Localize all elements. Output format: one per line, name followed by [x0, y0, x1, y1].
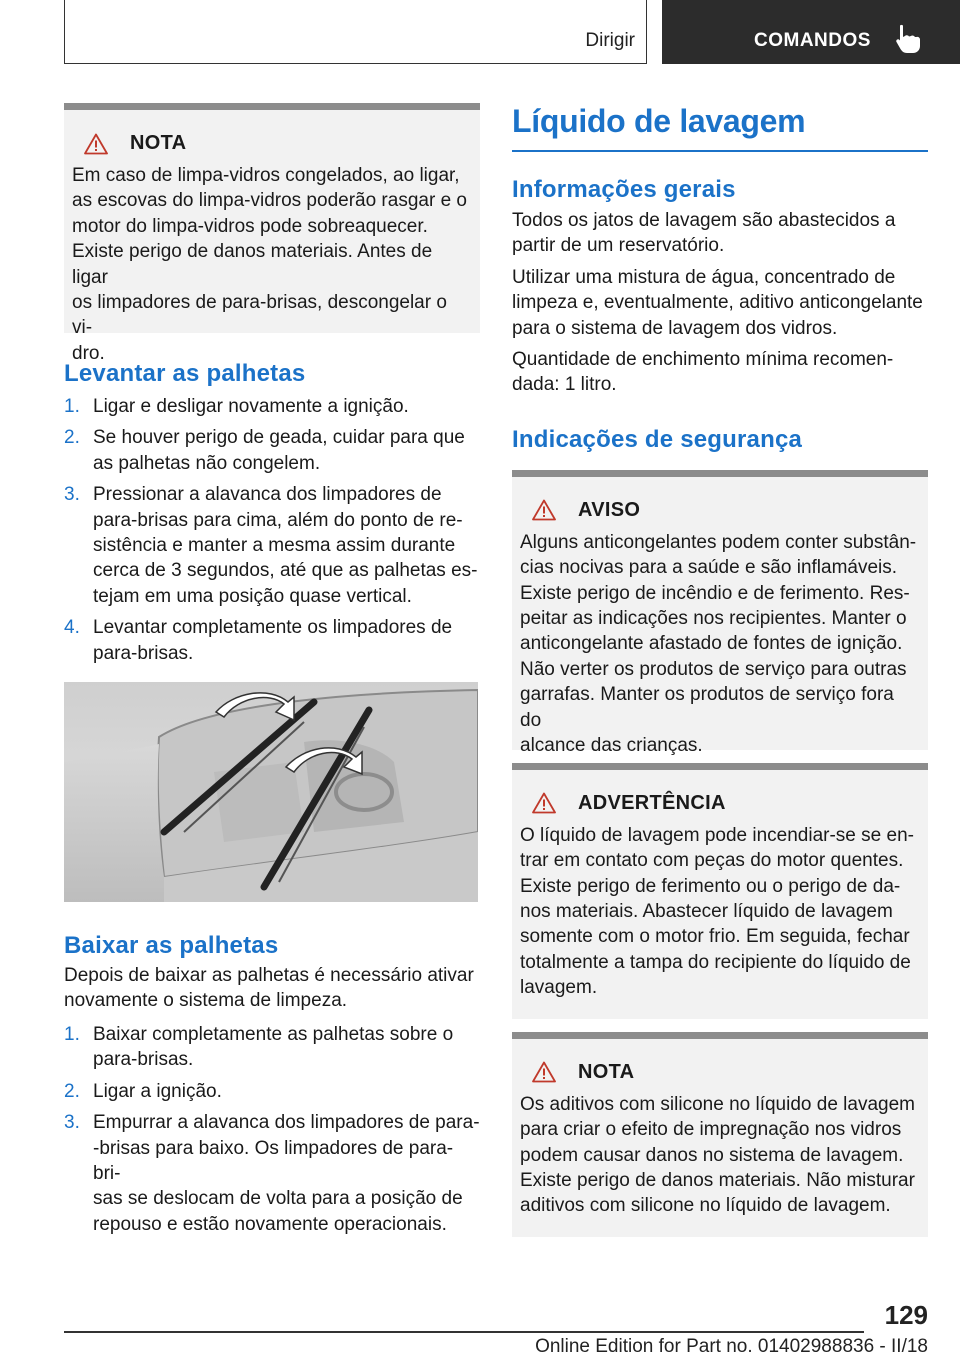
warning-triangle-icon	[84, 133, 108, 155]
notice-line: somente com o motor frio. Em seguida, fechar	[520, 926, 910, 948]
notice-line: peitar as indicações nos recipientes. Manter o	[520, 608, 907, 630]
section-title-lower: Baixar as palhetas	[64, 932, 279, 960]
footer-divider	[64, 1331, 864, 1333]
notice-line: Existe perigo de danos materiais. Não misturar	[520, 1170, 915, 1192]
header-chapter-label: COMANDOS	[754, 30, 871, 51]
notice-line: anticongelante afastado de fontes de ignição.	[520, 633, 903, 655]
text-line: dada: 1 litro.	[512, 374, 617, 396]
text-line: Todos os jatos de lavagem são abastecidos a	[512, 210, 896, 231]
list-item	[64, 394, 480, 419]
notice-line: dro.	[72, 342, 105, 364]
notice-line: aditivos com silicone no líquido de lavagem.	[520, 1195, 891, 1217]
step-text: Levantar completamente os limpadores de	[93, 617, 453, 639]
notice-title: ADVERTÊNCIA	[578, 791, 726, 814]
step-text: sas se deslocam de volta para a posição de	[93, 1188, 463, 1210]
text-line: novamente o sistema de limpeza.	[64, 990, 348, 1012]
header-box	[64, 0, 647, 64]
step-text: Pressionar a alavanca dos limpadores de	[93, 484, 442, 506]
notice-line: garrafas. Manter os produtos de serviço fora do	[520, 684, 894, 731]
warning-triangle-icon	[532, 499, 556, 521]
notice-line: totalmente a tampa do recipiente do líquido de	[520, 951, 911, 973]
step-text: Baixar completamente as palhetas sobre o	[93, 1023, 454, 1045]
header-chapter-tab	[662, 0, 960, 64]
notice-line: cias nocivas para a saúde e são inflamáveis.	[520, 557, 898, 579]
step-number: 3.	[64, 484, 80, 506]
left-column	[64, 103, 480, 1243]
list-item	[64, 615, 480, 666]
steps-list-raise	[64, 394, 480, 666]
pointing-hand-icon	[894, 24, 922, 54]
paragraph	[512, 265, 928, 341]
paragraph	[512, 208, 928, 259]
notice-line: Existe perigo de danos materiais. Antes de ligar	[72, 241, 433, 288]
right-column	[512, 103, 928, 1237]
footer-edition: Online Edition for Part no. 01402988836 - II/18	[535, 1336, 928, 1357]
step-text: para-brisas.	[93, 1049, 194, 1071]
notice-line: os limpadores de para-brisas, descongelar o vi‐	[72, 292, 447, 339]
list-item	[64, 425, 480, 476]
step-number: 1.	[64, 396, 80, 417]
text-line: Depois de baixar as palhetas é necessário ativar	[64, 965, 474, 987]
header-section-label: Dirigir	[585, 30, 635, 51]
notice-line: Não verter os produtos de serviço para outras	[520, 658, 907, 680]
notice-line: Alguns anticongelantes podem conter substân‐	[520, 531, 917, 553]
step-number: 4.	[64, 617, 80, 639]
step-number: 2.	[64, 427, 80, 449]
step-number: 2.	[64, 1080, 80, 1102]
text-line: Quantidade de enchimento mínima recomen‐	[512, 349, 894, 371]
notice-line: Em caso de limpa-vidros congelados, ao ligar,	[72, 165, 460, 186]
step-text: tejam em uma posição quase vertical.	[93, 585, 412, 607]
section-title-safety: Indicações de segurança	[512, 425, 803, 453]
notice-box-nota	[64, 103, 480, 364]
text-line: partir de um reservatório.	[512, 235, 725, 257]
step-text: para-brisas para cima, além do ponto de re‐	[93, 509, 463, 531]
notice-line: motor do limpa-vidros pode sobreaquecer.	[72, 215, 428, 237]
notice-line: alcance das crianças.	[520, 735, 703, 757]
step-text: cerca de 3 segundos, até que as palhetas es‐	[93, 560, 478, 582]
step-number: 3.	[64, 1112, 80, 1134]
notice-line: trar em contato com peças do motor quentes.	[520, 850, 904, 872]
step-text: repouso e estão novamente operacionais.	[93, 1213, 447, 1235]
notice-line: Existe perigo de ferimento ou o perigo de da‐	[520, 875, 901, 897]
paragraph	[64, 963, 480, 1014]
step-text: ‐brisas para baixo. Os limpadores de para-bri‐	[93, 1137, 454, 1184]
notice-line: nos materiais. Abastecer líquido de lavagem	[520, 901, 893, 923]
paragraph	[512, 347, 928, 398]
text-line: Utilizar uma mistura de água, concentrado de	[512, 266, 896, 288]
notice-box-advertencia	[512, 763, 928, 1019]
list-item	[64, 482, 480, 609]
step-text: as palhetas não congelem.	[93, 452, 321, 474]
list-item	[64, 1022, 480, 1073]
step-text: Ligar a ignição.	[93, 1080, 222, 1102]
notice-box-nota-2	[512, 1032, 928, 1237]
notice-line: as escovas do limpa-vidros poderão rasgar e o	[72, 190, 467, 212]
notice-body	[520, 530, 918, 759]
list-item	[64, 1079, 480, 1104]
notice-line: O líquido de lavagem pode incendiar-se se en‐	[520, 824, 914, 846]
section-title-general: Informações gerais	[512, 176, 736, 203]
notice-body	[520, 823, 918, 1001]
warning-triangle-icon	[532, 1061, 556, 1083]
text-line: para o sistema de lavagem dos vidros.	[512, 317, 838, 339]
step-text: Ligar e desligar novamente a ignição.	[93, 396, 409, 417]
step-number: 1.	[64, 1023, 80, 1045]
notice-line: Existe perigo de incêndio e de ferimento. Res‐	[520, 582, 910, 604]
notice-line: Os aditivos com silicone no líquido de lavagem	[520, 1093, 915, 1115]
notice-body	[72, 163, 470, 366]
step-text: Empurrar a alavanca dos limpadores de para‐	[93, 1112, 480, 1134]
step-text: sistência e manter a mesma assim durante	[93, 535, 456, 557]
notice-line: lavagem.	[520, 977, 598, 999]
step-text: Se houver perigo de geada, cuidar para que	[93, 427, 465, 449]
notice-body	[520, 1092, 918, 1219]
page-number: 129	[884, 1300, 928, 1330]
notice-title: AVISO	[578, 498, 641, 521]
text-line: limpeza e, eventualmente, aditivo anticongelante	[512, 292, 923, 314]
notice-title: NOTA	[578, 1060, 635, 1083]
chapter-title: Líquido de lavagem	[512, 103, 928, 152]
wiper-illustration	[64, 682, 478, 902]
warning-triangle-icon	[532, 792, 556, 814]
steps-list-lower	[64, 1022, 480, 1237]
section-title-raise: Levantar as palhetas	[64, 360, 306, 387]
notice-line: para criar o efeito de impregnação nos vidros	[520, 1119, 902, 1141]
step-text: para-brisas.	[93, 642, 194, 664]
notice-box-aviso	[512, 470, 928, 757]
list-item	[64, 1110, 480, 1237]
notice-line: podem causar danos no sistema de lavagem.	[520, 1144, 904, 1166]
notice-title: NOTA	[130, 132, 187, 154]
